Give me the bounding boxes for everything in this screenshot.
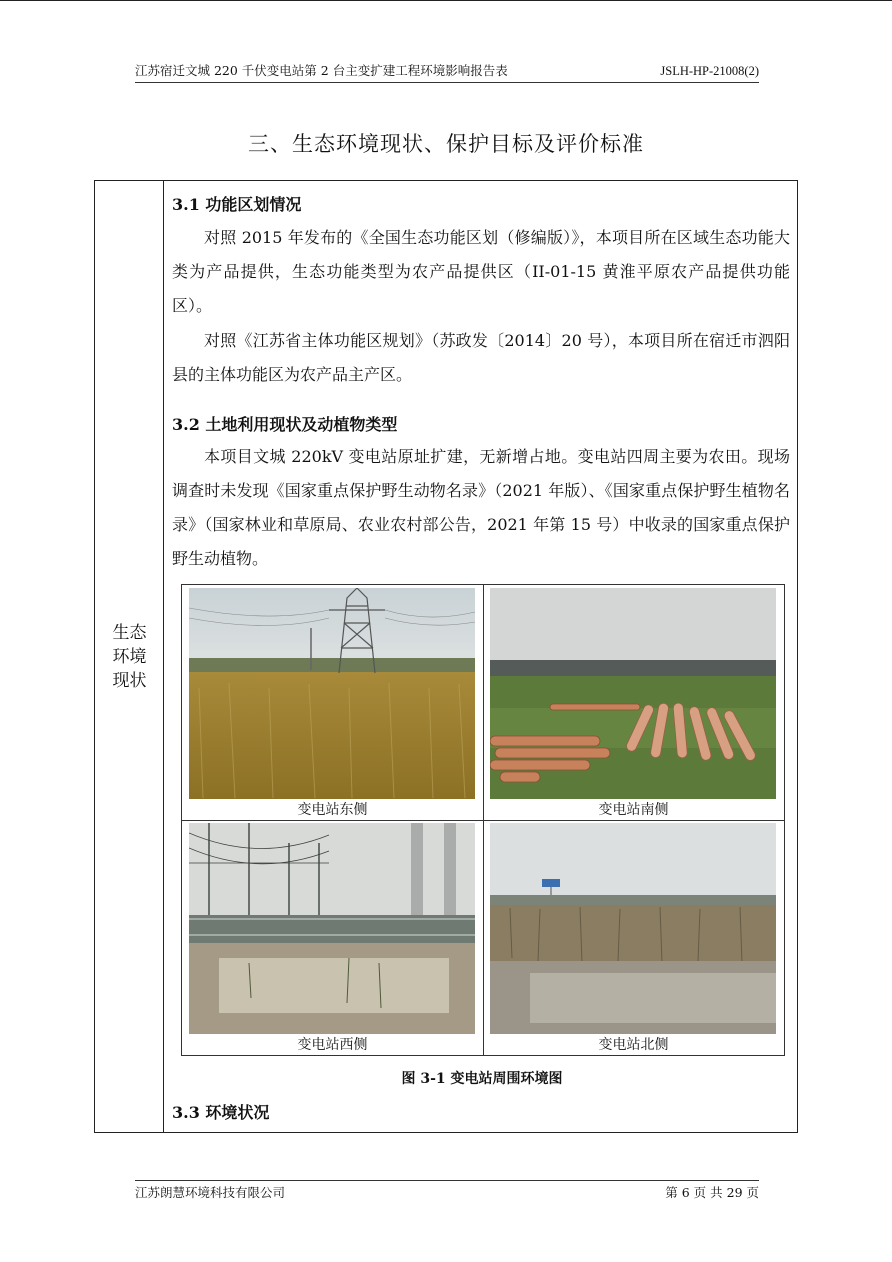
photo-cell-south (483, 585, 784, 820)
photo-cell-north (483, 820, 784, 1055)
footer-page-number: 第 6 页 共 29 页 (665, 1185, 759, 1200)
row-label-line: 生态 (112, 623, 147, 643)
heading-3-2: 3.2 土地利用现状及动植物类型 (172, 415, 398, 434)
header-doc-number: JSLH-HP-21008(2) (660, 64, 759, 78)
photo-caption: 变电站北侧 (598, 1037, 669, 1053)
figure-caption: 图 3-1 变电站周围环境图 (401, 1071, 563, 1087)
paragraph-3-2: 本项目文城 220kV 变电站原址扩建，无新增占地。变电站四周主要为农田。现场调查时未发现《国家重点保护野生动物名录》（2021 年版）、《国家重点保护野生植物名录》（国家林业和草原局、农业农村部公告，2021 年第 15 号）中收录的国家重点保护野生动植物。 (172, 447, 790, 568)
paragraph-3-1-b: 对照《江苏省主体功能区规划》（苏政发〔2014〕20 号），本项目所在宿迁市泗阳县的主体功能区为农产品主产区。 (172, 331, 790, 384)
heading-3-1: 3.1 功能区划情况 (172, 195, 302, 214)
photo-grid (181, 584, 785, 1056)
page-header (135, 62, 759, 83)
photo-west-substation (189, 823, 475, 1034)
row-label-line: 环境 (112, 647, 147, 667)
row-label-cell (95, 181, 164, 1132)
top-border (0, 0, 892, 1)
header-title: 江苏宿迁文城 220 千伏变电站第 2 台主变扩建工程环境影响报告表 (135, 63, 508, 78)
paragraph-3-1-a: 对照 2015 年发布的《全国生态功能区划（修编版）》，本项目所在区域生态功能大类为产品提供，生态功能类型为农产品提供区（II-01-15 黄淮平原农产品提供功能区）。 (172, 228, 790, 315)
photo-east-wheat-field (189, 588, 475, 799)
photo-caption: 变电站南侧 (598, 802, 669, 818)
section-title: 三、生态环境现状、保护目标及评价标准 (248, 132, 644, 156)
photo-caption: 变电站西侧 (297, 1037, 368, 1053)
photo-caption: 变电站东侧 (297, 802, 368, 818)
footer-company: 江苏朗慧环境科技有限公司 (135, 1185, 286, 1200)
row-label-line: 现状 (112, 671, 147, 691)
photo-north-waterlogged-field (490, 823, 776, 1034)
photo-cell-west (182, 820, 483, 1055)
content-table (94, 180, 798, 1133)
heading-3-3: 3.3 环境状况 (172, 1103, 270, 1122)
page-footer (135, 1180, 759, 1203)
photo-cell-east (182, 585, 483, 820)
photo-south-pipes (490, 588, 776, 799)
row-label (95, 621, 164, 693)
